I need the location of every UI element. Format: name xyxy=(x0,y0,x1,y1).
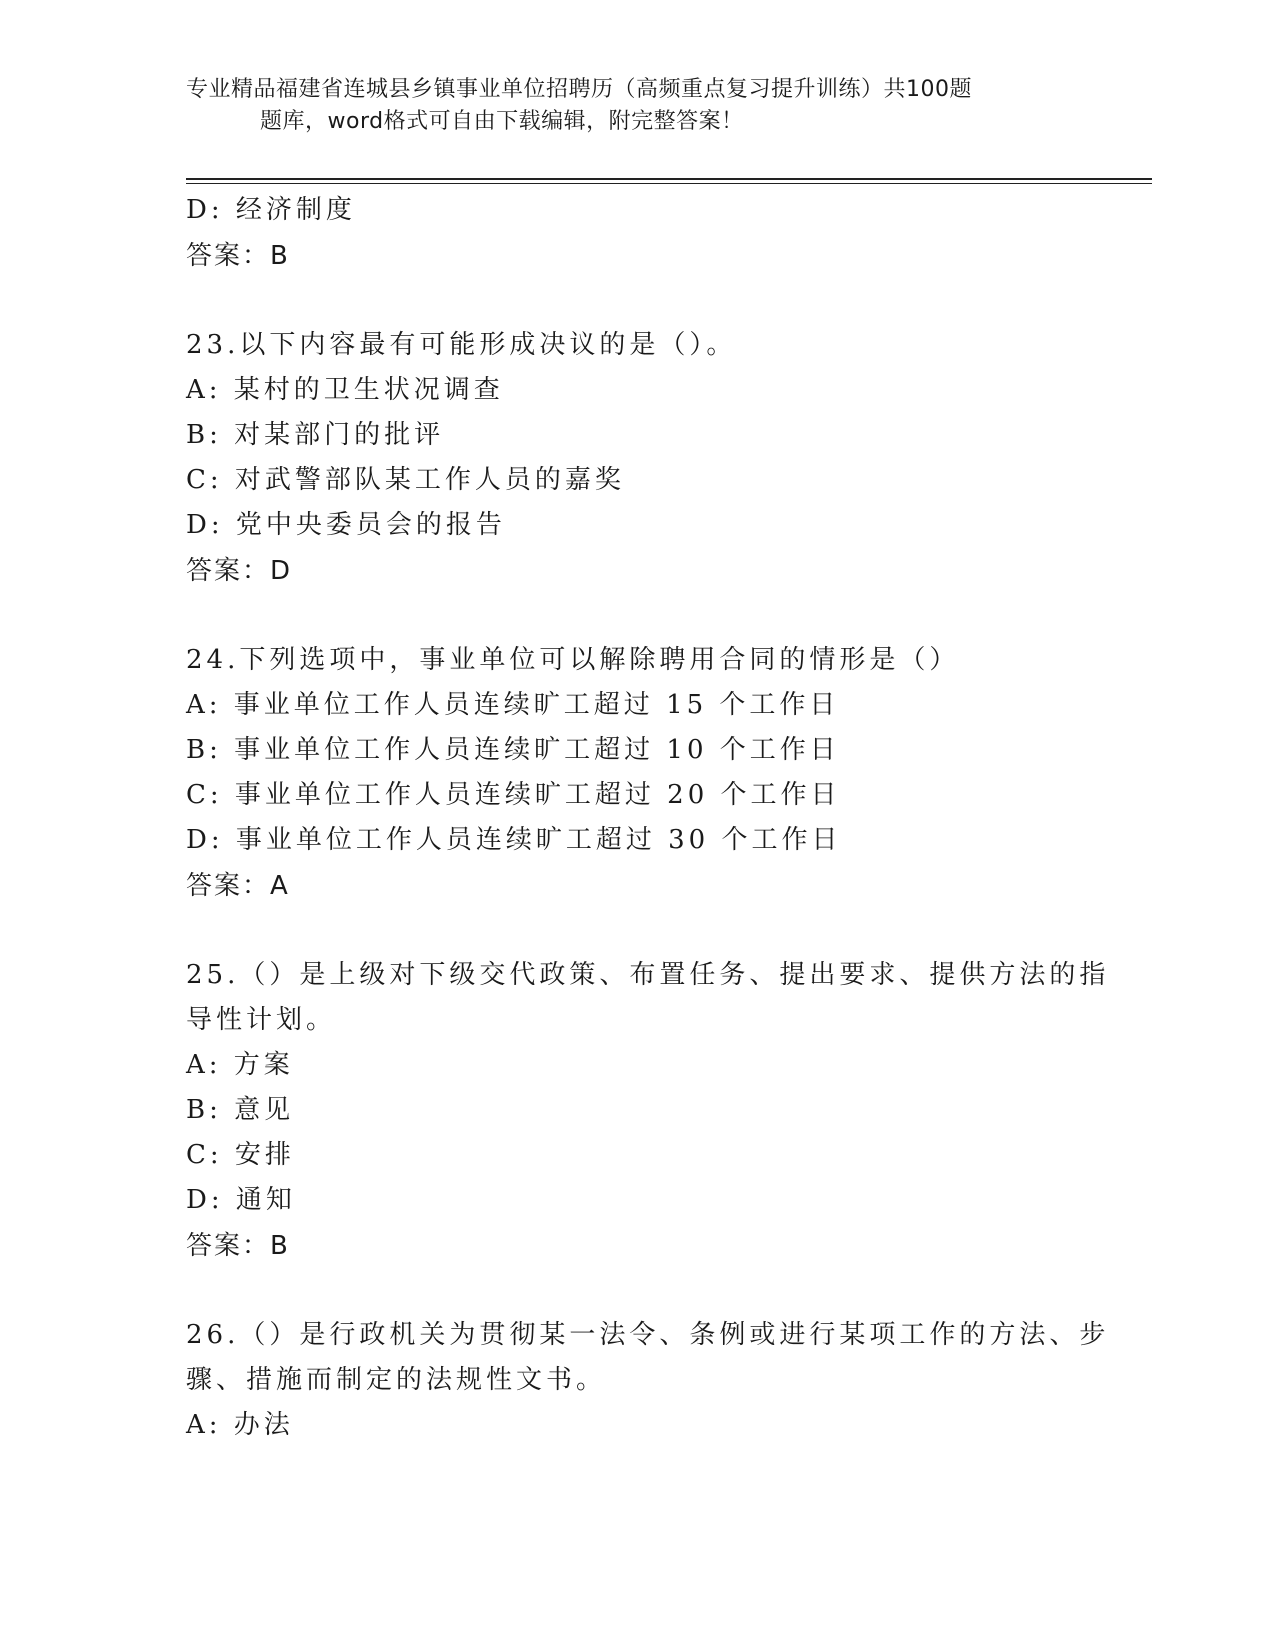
header-rule-thick xyxy=(186,178,1152,180)
document-body xyxy=(186,188,1110,1448)
question-stem: 24.下列选项中，事业单位可以解除聘用合同的情形是（） xyxy=(186,645,960,675)
question-stem-line2: 导性计划。 xyxy=(186,1005,337,1035)
header-rule-thin xyxy=(186,183,1152,184)
option-d: D: 党中央委员会的报告 xyxy=(186,510,506,540)
question-26 xyxy=(186,1313,1110,1448)
answer-line: 答案：B xyxy=(186,1231,290,1261)
header-title-line2: 题库，word格式可自由下载编辑，附完整答案！ xyxy=(260,109,744,134)
spacer xyxy=(186,1269,1086,1313)
option-c: C: 对武警部队某工作人员的嘉奖 xyxy=(186,465,625,495)
document-header xyxy=(186,74,1066,138)
question-stem-line1: 26.（）是行政机关为贯彻某一法令、条例或进行某项工作的方法、步 xyxy=(186,1320,1110,1350)
option-d: D: 事业单位工作人员连续旷工超过 30 个工作日 xyxy=(186,825,842,855)
answer-line: 答案：A xyxy=(186,871,290,901)
option-b: B: 对某部门的批评 xyxy=(186,420,445,450)
spacer xyxy=(186,909,1086,953)
spacer xyxy=(186,279,1086,323)
question-25 xyxy=(186,953,1110,1269)
option-a: A: 办法 xyxy=(186,1410,294,1440)
spacer xyxy=(186,594,1086,638)
header-title-line1: 专业精品福建省连城县乡镇事业单位招聘历（高频重点复习提升训练）共100题 xyxy=(186,77,972,102)
question-23 xyxy=(186,323,1086,594)
option-a: A: 某村的卫生状况调查 xyxy=(186,375,504,405)
question-stem-line1: 25.（）是上级对下级交代政策、布置任务、提出要求、提供方法的指 xyxy=(186,960,1110,990)
option-d: D: 通知 xyxy=(186,1185,296,1215)
option-c: C: 事业单位工作人员连续旷工超过 20 个工作日 xyxy=(186,780,841,810)
option-d: D: 经济制度 xyxy=(186,195,356,225)
option-a: A: 事业单位工作人员连续旷工超过 15 个工作日 xyxy=(186,690,840,720)
option-b: B: 意见 xyxy=(186,1095,295,1125)
question-22-fragment xyxy=(186,188,1086,279)
question-stem: 23.以下内容最有可能形成决议的是（）。 xyxy=(186,330,737,360)
answer-line: 答案：B xyxy=(186,241,290,271)
option-a: A: 方案 xyxy=(186,1050,294,1080)
option-b: B: 事业单位工作人员连续旷工超过 10 个工作日 xyxy=(186,735,840,765)
answer-line: 答案：D xyxy=(186,556,293,586)
option-c: C: 安排 xyxy=(186,1140,295,1170)
question-stem-line2: 骤、措施而制定的法规性文书。 xyxy=(186,1365,607,1395)
question-24 xyxy=(186,638,1086,909)
